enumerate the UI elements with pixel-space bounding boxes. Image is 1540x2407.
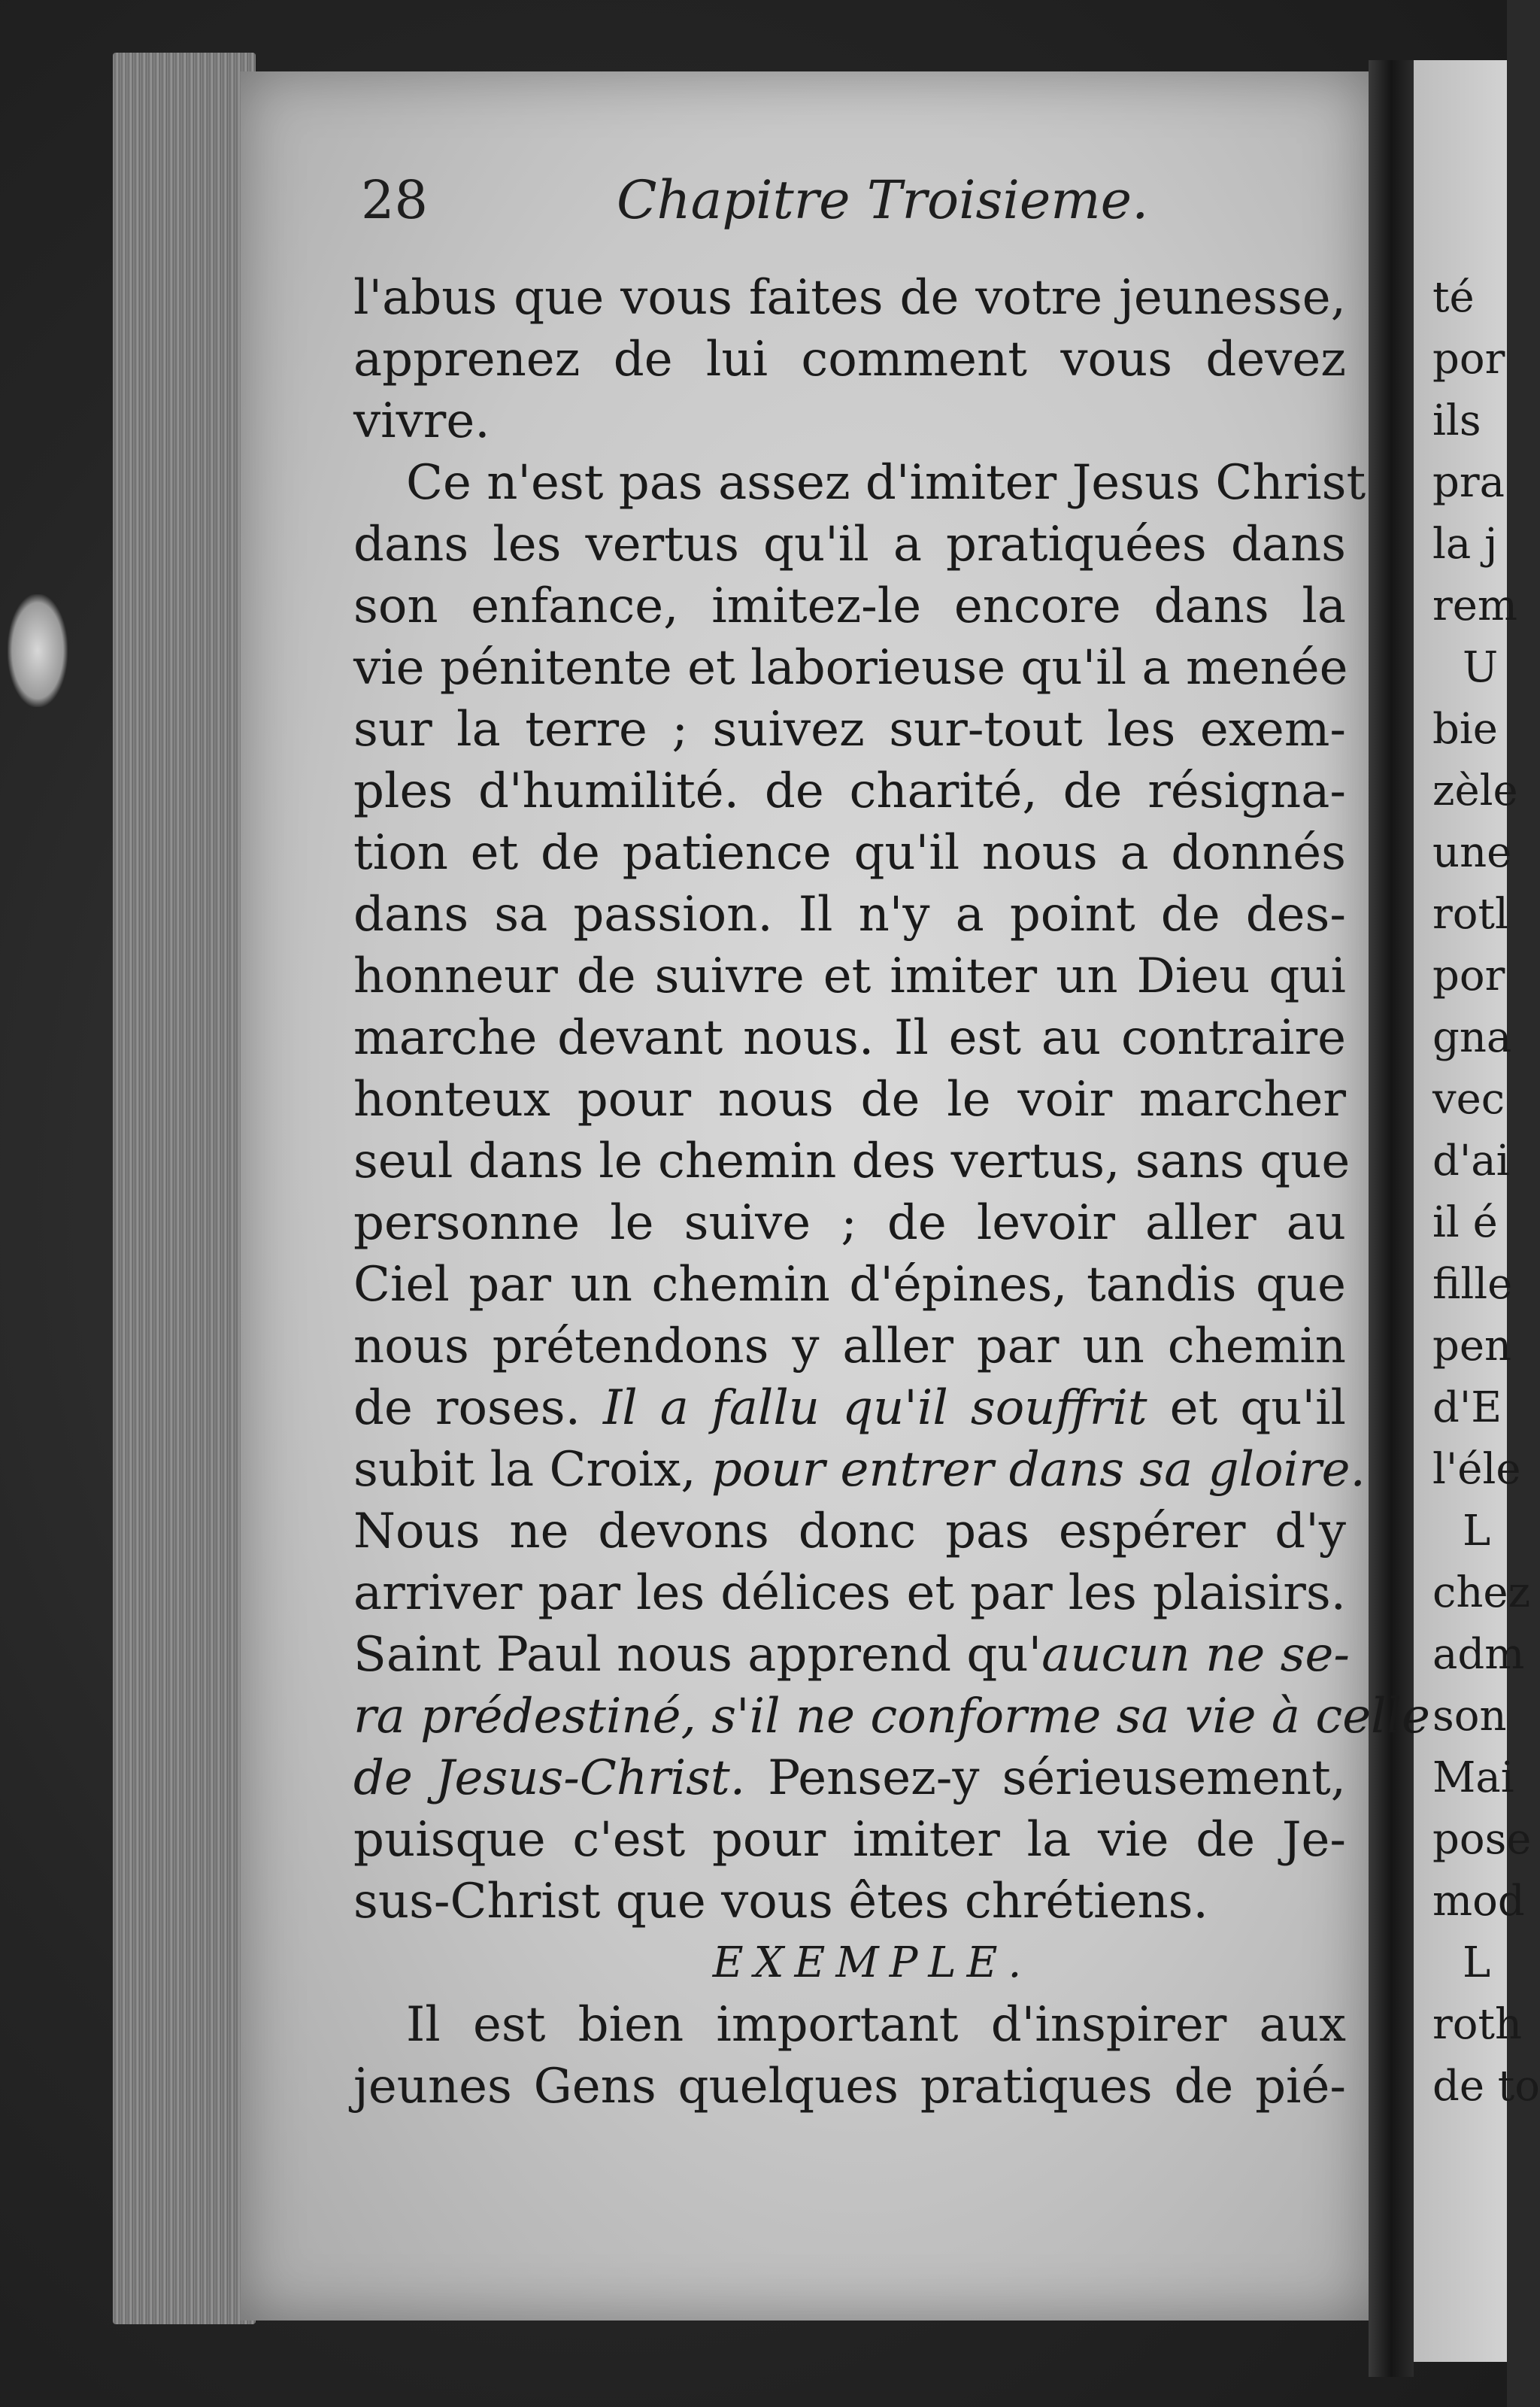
book-gutter — [1369, 60, 1414, 2377]
facing-line: bie — [1432, 705, 1498, 754]
facing-line: rotl — [1432, 890, 1508, 939]
text-line — [353, 1686, 1430, 1747]
book-page-edges — [113, 53, 256, 2324]
text-line: honteux pour nous de le voir marcher — [353, 1072, 1346, 1128]
text-line: son enfance, imitez-le encore dans la — [353, 578, 1346, 634]
facing-line: zèle — [1432, 766, 1518, 815]
italic-quote: Il a fallu qu'il souffrit — [603, 1380, 1147, 1436]
roman-run: de roses. — [353, 1380, 603, 1436]
facing-page-text — [1432, 267, 1540, 2117]
facing-line: adm — [1432, 1630, 1525, 1679]
text-line: marche devant nous. Il est au contraire — [353, 1010, 1346, 1066]
text-line: arriver par les délices et par les plaisirs. — [353, 1565, 1346, 1621]
text-line: dans sa passion. Il n'y a point de des- — [353, 887, 1346, 942]
facing-line: por — [1432, 952, 1505, 1000]
text-line: seul dans le chemin des vertus, sans que — [353, 1134, 1351, 1189]
italic-quote: aucun ne se- — [1041, 1627, 1350, 1683]
page-number: 28 — [361, 169, 429, 231]
text-line: Il est bien important d'inspirer aux — [406, 1997, 1346, 2053]
roman-run: Saint Paul nous apprend qu' — [353, 1627, 1042, 1683]
text-line: nous prétendons y aller par un chemin — [353, 1319, 1346, 1374]
facing-line: fille — [1432, 1260, 1513, 1309]
facing-line: d'ai — [1432, 1137, 1510, 1185]
text-line: personne le suive ; de levoir aller au — [353, 1195, 1346, 1251]
text-line: Nous ne devons donc pas espérer d'y — [353, 1504, 1346, 1559]
facing-line: L — [1463, 1938, 1491, 1987]
facing-line: l'éle — [1432, 1445, 1521, 1494]
text-line: ples d'humilité. de charité, de résigna- — [353, 763, 1346, 819]
facing-line: gna — [1432, 1013, 1512, 1062]
italic-quote: de Jesus-Christ. — [353, 1750, 746, 1806]
text-line: jeunes Gens quelques pratiques de pié- — [353, 2059, 1346, 2114]
facing-line: rem — [1432, 581, 1518, 630]
facing-line: mod — [1432, 1877, 1525, 1926]
facing-line: pra — [1432, 458, 1505, 507]
text-line: sur la terre ; suivez sur-tout les exem- — [353, 702, 1346, 757]
facing-line: por — [1432, 335, 1505, 384]
text-line: vie pénitente et laborieuse qu'il a menée — [353, 640, 1348, 696]
facing-line: L — [1463, 1507, 1491, 1556]
facing-line: il é — [1432, 1198, 1498, 1247]
text-line — [353, 1439, 1366, 1501]
facing-line: d'E — [1432, 1383, 1502, 1432]
body-text — [353, 267, 1430, 2117]
running-head — [361, 169, 1354, 237]
paper-blot — [8, 594, 68, 707]
facing-line: U — [1463, 643, 1499, 692]
roman-run: Pensez-y sérieusement, — [745, 1750, 1346, 1806]
roman-run: et qu'il — [1147, 1380, 1347, 1436]
facing-line: pose — [1432, 1815, 1532, 1864]
text-line: puisque c'est pour imiter la vie de Je- — [353, 1812, 1346, 1868]
section-heading: EXEMPLE. — [712, 1938, 1032, 1987]
text-line: tion et de patience qu'il nous a donnés — [353, 825, 1346, 881]
roman-run: subit la Croix, — [353, 1442, 711, 1498]
text-line: apprenez de lui comment vous devez — [353, 332, 1346, 387]
facing-line: son — [1432, 1692, 1507, 1741]
text-line: sus-Christ que vous êtes chrétiens. — [353, 1874, 1208, 1929]
facing-line: une — [1432, 828, 1512, 877]
facing-line: ils — [1432, 396, 1481, 445]
facing-line: la j — [1432, 520, 1498, 569]
facing-line: de to — [1432, 2062, 1540, 2111]
text-line — [353, 1747, 1346, 1809]
text-line: l'abus que vous faites de votre jeunesse, — [353, 270, 1346, 326]
text-line: Ce n'est pas assez d'imiter Jesus Christ — [406, 455, 1366, 511]
facing-line: chez — [1432, 1568, 1531, 1617]
facing-line: roth — [1432, 2000, 1523, 2049]
facing-line: pen — [1432, 1322, 1512, 1370]
facing-line: Mai — [1432, 1753, 1514, 1802]
italic-quote: ra prédestiné, s'il ne conforme sa vie à celle — [353, 1689, 1430, 1744]
italic-quote: pour entrer dans sa gloire. — [711, 1442, 1366, 1498]
text-line: vivre. — [353, 393, 490, 449]
text-line: Ciel par un chemin d'épines, tandis que — [353, 1257, 1346, 1313]
text-line — [353, 1377, 1346, 1439]
facing-line: vec — [1432, 1075, 1505, 1124]
facing-line: té — [1432, 273, 1475, 322]
text-line: dans les vertus qu'il a pratiquées dans — [353, 517, 1346, 572]
text-line — [353, 1624, 1350, 1686]
text-line: honneur de suivre et imiter un Dieu qui — [353, 949, 1346, 1004]
chapter-title: Chapitre Troisieme. — [617, 169, 1149, 231]
